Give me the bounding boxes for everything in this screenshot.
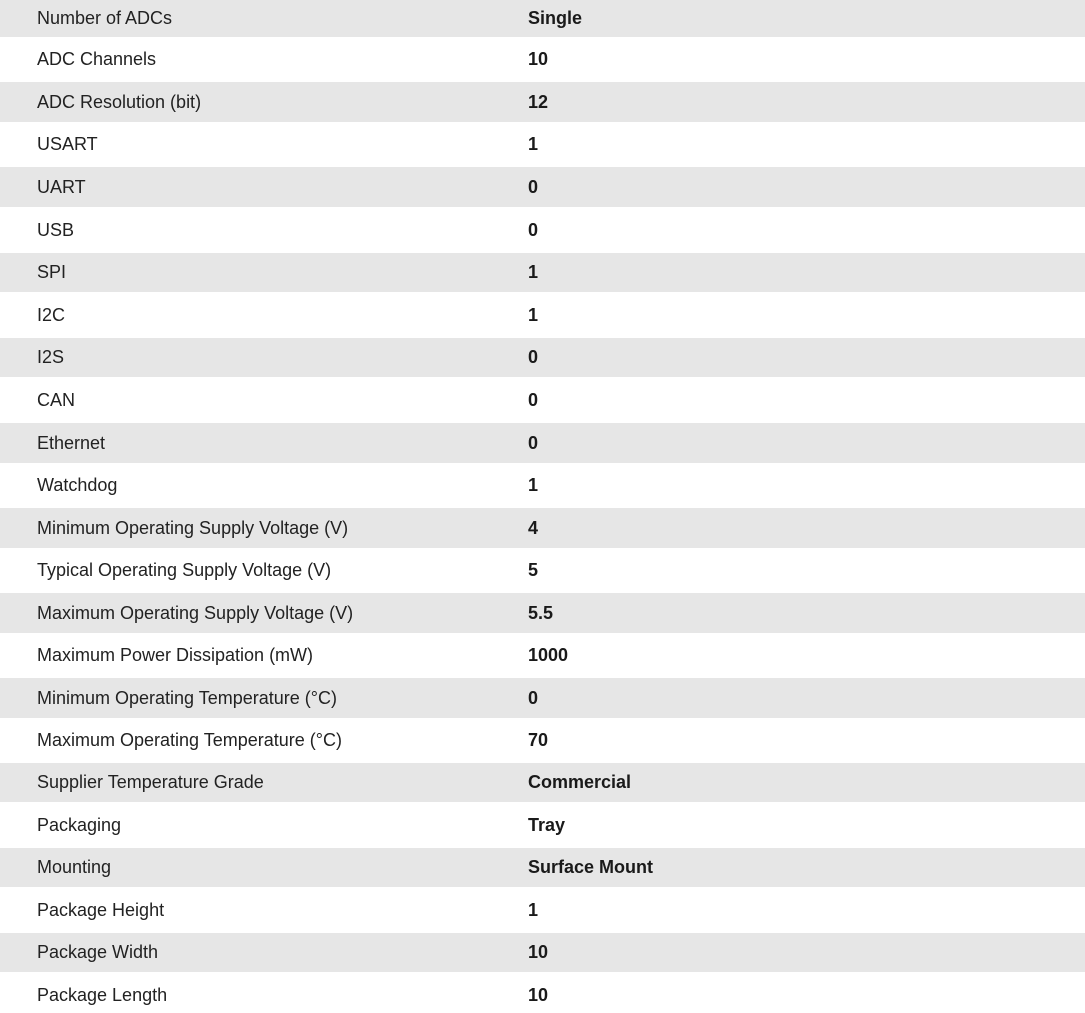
spec-row-package-width — [0, 933, 1085, 972]
spec-row-uart — [0, 167, 1085, 207]
spec-row-ethernet — [0, 423, 1085, 463]
spec-row-i2s — [0, 338, 1085, 377]
spec-row-package-length — [0, 972, 1085, 1013]
spec-label: SPI — [37, 262, 67, 282]
spec-value: 0 — [528, 687, 539, 708]
spec-row-typ-supply-voltage — [0, 548, 1085, 593]
spec-label: USB — [37, 219, 75, 240]
spec-value: 12 — [528, 91, 549, 112]
spec-value: 0 — [528, 432, 539, 453]
spec-row-adc-channels — [0, 37, 1085, 82]
spec-row-usb — [0, 207, 1085, 253]
spec-row-max-power-dissipation — [0, 633, 1085, 678]
spec-value: 4 — [528, 517, 539, 538]
spec-label: Package Height — [37, 899, 165, 920]
spec-label: CAN — [37, 389, 76, 410]
spec-value: 70 — [528, 730, 549, 750]
spec-row-adc-resolution — [0, 82, 1085, 122]
spec-label: Maximum Power Dissipation (mW) — [37, 645, 314, 665]
spec-value: 1 — [528, 262, 539, 282]
spec-value: 10 — [528, 942, 549, 962]
spec-row-min-supply-voltage — [0, 508, 1085, 548]
spec-row-max-supply-voltage — [0, 593, 1085, 633]
spec-value: 0 — [528, 347, 539, 367]
spec-value: Surface Mount — [528, 857, 654, 877]
spec-label: Maximum Operating Supply Voltage (V) — [37, 602, 354, 623]
spec-row-watchdog — [0, 463, 1085, 508]
spec-value: 1 — [528, 134, 539, 154]
spec-label: Maximum Operating Temperature (°C) — [37, 730, 342, 750]
spec-value: 5.5 — [528, 602, 554, 623]
spec-row-i2c — [0, 292, 1085, 338]
spec-value: 1 — [528, 304, 539, 325]
spec-label: Package Length — [37, 984, 168, 1005]
spec-label: UART — [37, 176, 86, 197]
spec-row-max-temperature — [0, 718, 1085, 763]
spec-value: 0 — [528, 176, 539, 197]
spec-value: 1 — [528, 475, 539, 495]
spec-value: Single — [528, 8, 583, 28]
spec-label: Watchdog — [37, 475, 118, 495]
spec-row-temperature-grade — [0, 763, 1085, 802]
spec-row-can — [0, 377, 1085, 423]
spec-row-spi — [0, 253, 1085, 292]
spec-label: Packaging — [37, 814, 122, 835]
spec-label: Typical Operating Supply Voltage (V) — [37, 560, 332, 580]
spec-value: 10 — [528, 49, 549, 69]
spec-value: 1 — [528, 899, 539, 920]
spec-label: ADC Channels — [37, 49, 157, 69]
spec-row-usart — [0, 122, 1085, 167]
spec-value: 0 — [528, 389, 539, 410]
spec-value: 5 — [528, 560, 539, 580]
spec-value: 10 — [528, 984, 549, 1005]
spec-row-number-of-adcs — [0, 0, 1085, 37]
spec-label: Minimum Operating Supply Voltage (V) — [37, 517, 349, 538]
spec-value: 0 — [528, 219, 539, 240]
spec-row-package-height — [0, 887, 1085, 933]
spec-label: I2S — [37, 347, 65, 367]
spec-value: 1000 — [528, 645, 569, 665]
spec-label: Package Width — [37, 942, 159, 962]
spec-label: USART — [37, 134, 98, 154]
spec-value: Commercial — [528, 772, 632, 792]
spec-label: Mounting — [37, 857, 112, 877]
spec-label: I2C — [37, 304, 66, 325]
spec-row-packaging — [0, 802, 1085, 848]
spec-value: Tray — [528, 814, 566, 835]
spec-label: Number of ADCs — [37, 8, 173, 28]
spec-label: Minimum Operating Temperature (°C) — [37, 687, 337, 708]
spec-row-mounting — [0, 848, 1085, 887]
spec-label: Supplier Temperature Grade — [37, 772, 264, 792]
spec-label: Ethernet — [37, 432, 106, 453]
spec-label: ADC Resolution (bit) — [37, 91, 202, 112]
spec-row-min-temperature — [0, 678, 1085, 718]
